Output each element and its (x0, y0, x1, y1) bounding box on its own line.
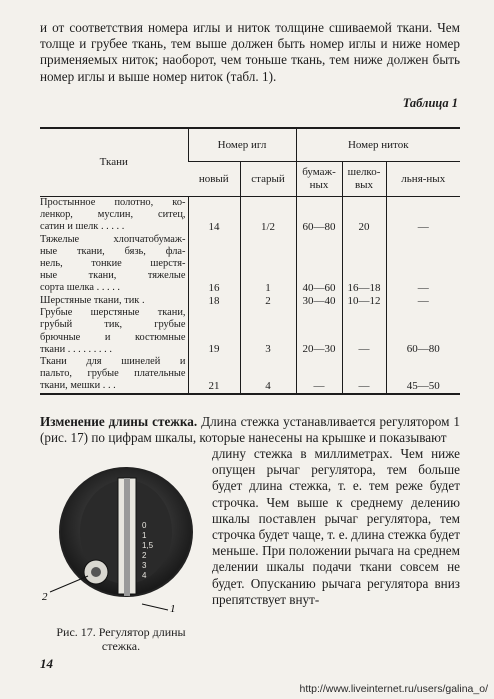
section-heading: Изменение длины стежка. (40, 414, 198, 429)
table-row (40, 356, 460, 394)
cell-new: 16 (188, 234, 240, 295)
table-row (40, 295, 460, 308)
cell-cotton: 20—30 (296, 307, 342, 356)
cell-linen: 60—80 (386, 307, 460, 356)
cell-silk: — (342, 307, 386, 356)
cell-new: 14 (188, 197, 240, 234)
right-column-text: длину стежка в миллиметрах. Чем ниже опущен рычаг регулятора, тем больше будет длина стежка, т. е. тем реже будет строчка. Чем выше к среднему делению шкалы поставлен рычаг регулятора, тем строчка будет чаще, т. е. длина стежка будет меньше. При положении рычага на среднем делении шкалы подачи ткани совсем не будет. Опусканию рычага регулятора вниз препятствует внут- (212, 446, 460, 607)
scale-mark: 0 (142, 521, 147, 530)
fabric-name-line: брючные и костюмные (40, 331, 186, 343)
header-thread-silk: шелко-вых (342, 162, 386, 197)
fabric-name-line: Ткани для шинелей и (40, 356, 186, 368)
scale-mark: 4 (142, 571, 147, 580)
table-row (40, 197, 460, 234)
table-row (40, 234, 460, 295)
cell-cotton: — (296, 356, 342, 394)
cell-new: 19 (188, 307, 240, 356)
table-caption: Таблица 1 (402, 96, 458, 110)
scale-mark: 1,5 (142, 541, 154, 550)
cell-silk: 16—18 (342, 234, 386, 295)
cell-old: 3 (240, 307, 296, 356)
fabric-name-line: Тяжелые хлопчатобумаж- (40, 233, 186, 245)
fabric-name-line: ленкор, муслин, ситец, (40, 209, 186, 221)
header-needle-old: старый (240, 162, 296, 197)
cell-old: 4 (240, 356, 296, 394)
fabric-name-line: пальто, грубые плательные ткани, мешки . . . (40, 368, 186, 392)
fabric-name-line: ткани . . . . . . . . . (40, 343, 112, 355)
cell-silk: — (342, 356, 386, 394)
cell-linen: — (386, 234, 460, 295)
scale-mark: 2 (142, 551, 147, 560)
cell-old: 1 (240, 234, 296, 295)
header-thread: Номер ниток (296, 128, 460, 162)
header-needle: Номер игл (188, 128, 296, 162)
fabric-name-line: сорта шелка . . . . . (40, 282, 121, 294)
fabric-name-line: ные ткани, бязь, флa- (40, 245, 186, 257)
label-2: 2 (42, 591, 48, 603)
cell-cotton: 40—60 (296, 234, 342, 295)
fabric-name (40, 295, 188, 308)
cell-new: 18 (188, 295, 240, 308)
fabric-name-line: Грубые шерстяные ткани, (40, 307, 186, 319)
cell-silk: 10—12 (342, 295, 386, 308)
cell-new: 21 (188, 356, 240, 394)
figure-caption: Рис. 17. Регулятор длины стежка. (56, 625, 186, 653)
scale-mark: 3 (142, 561, 147, 570)
fabric-name (40, 234, 188, 295)
fabric-name-line: Простынное полотно, ко- (40, 197, 186, 208)
intro-paragraph: и от соответствия номера иглы и ниток толщине сшиваемой ткани. Чем толще и грубее ткань, тем выше должен быть номер иглы и ниже номер применяемых ниток; наоборот, чем тоньше ткань, тем ниже должен быть номер иглы и выше номер ниток (табл. 1). (40, 20, 460, 84)
fabric-name-line: сатин и шелк . . . . . (40, 221, 125, 233)
cell-cotton: 60—80 (296, 197, 342, 234)
cell-cotton: 30—40 (296, 295, 342, 308)
fabric-name (40, 307, 188, 356)
cell-old: 2 (240, 295, 296, 308)
cell-linen: 45—50 (386, 356, 460, 394)
fabric-name (40, 197, 188, 234)
header-thread-linen: льня-ных (386, 162, 460, 197)
cell-linen: — (386, 295, 460, 308)
fabric-name-line: нель, тонкие шерстя- (40, 258, 186, 270)
fabric-name-line: ные ткани, тяжелые (40, 270, 186, 282)
table-row (40, 307, 460, 356)
stitch-length-section (40, 414, 460, 446)
label-1: 1 (170, 603, 176, 614)
fabric-name (40, 356, 188, 394)
header-thread-cotton: бумаж-ных (296, 162, 342, 197)
page-number: 14 (40, 656, 53, 671)
header-needle-new: новый (188, 162, 240, 197)
fabric-name-line: грубый тик, грубые (40, 319, 186, 331)
needle-thread-table (40, 127, 460, 395)
header-fabrics: Ткани (40, 128, 188, 197)
cell-linen: — (386, 197, 460, 234)
scale-mark: 1 (142, 531, 147, 540)
cell-silk: 20 (342, 197, 386, 234)
watermark: http://www.liveinternet.ru/users/galina_o/ (299, 683, 488, 695)
section-text: Длина стежка устанавливается регулятором 1 (рис. 17) по цифрам шкалы, которые нанесены на крышке и показывают (40, 414, 461, 446)
stitch-regulator-figure (30, 464, 206, 614)
fabric-name-line: Шерстяные ткани, тик . (40, 294, 145, 306)
cell-old: 1/2 (240, 197, 296, 234)
